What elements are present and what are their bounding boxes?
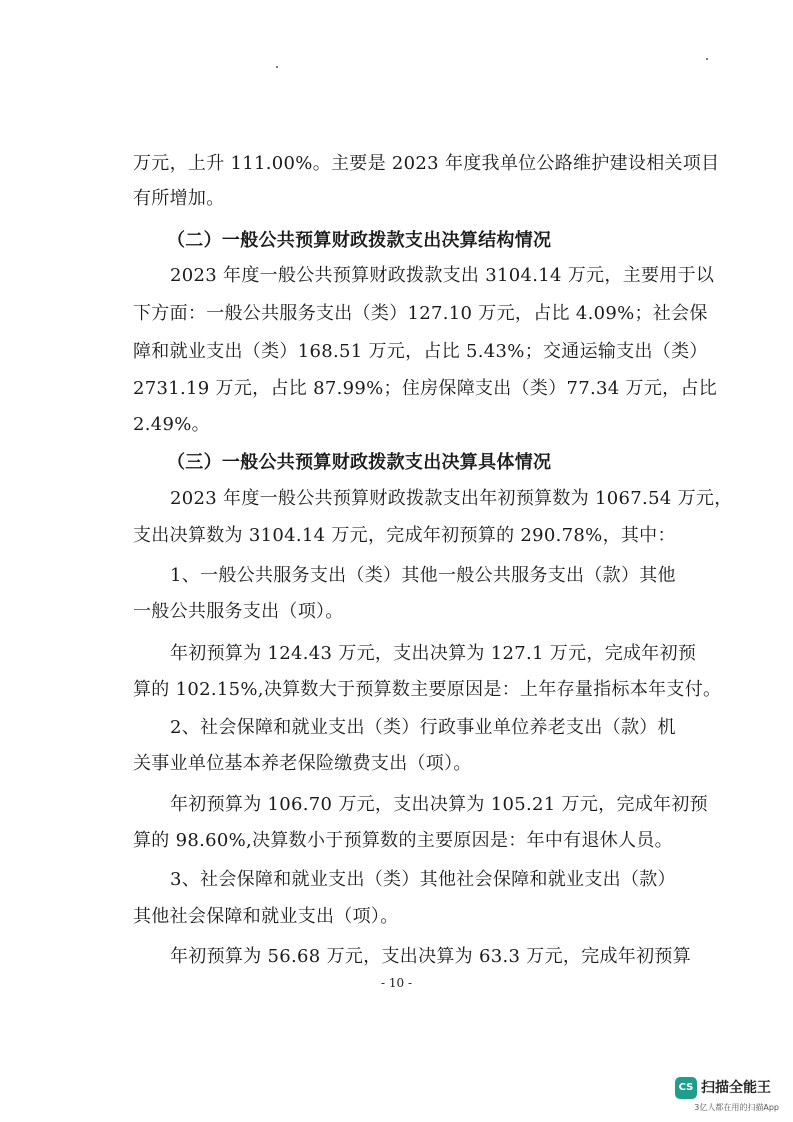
list-item-2: 2、社会保障和就业支出（类）行政事业单位养老支出（款）机 [170,717,676,738]
paragraph-line: 算的 102.15%,决算数大于预算数主要原因是：上年存量指标本年支付。 [133,679,722,700]
paragraph-line: 万元，上升 111.00%。主要是 2023 年度我单位公路维护建设相关项目 [133,153,720,174]
paragraph-line: 2.49%。 [133,414,210,435]
paragraph-line: 年初预算为 106.70 万元，支出决算为 105.21 万元，完成年初预 [170,794,708,815]
watermark-app-name: 扫描全能王 [701,1080,771,1096]
section-heading-3: （三）一般公共预算财政拨款支出决算具体情况 [167,452,552,473]
scan-speck [706,58,708,60]
paragraph-line: 年初预算为 124.43 万元，支出决算为 127.1 万元，完成年初预 [170,643,697,664]
scanner-watermark [673,1075,781,1115]
camscanner-logo-icon: CS [675,1077,697,1099]
paragraph-line: 关事业单位基本养老保险缴费支出（项）。 [133,753,472,774]
section-heading-2: （二）一般公共预算财政拨款支出决算结构情况 [167,230,552,251]
list-item-3: 3、社会保障和就业支出（类）其他社会保障和就业支出（款） [170,869,676,890]
paragraph-line: 2023 年度一般公共预算财政拨款支出年初预算数为 1067.54 万元， [170,488,733,509]
paragraph-line: 障和就业支出（类）168.51 万元，占比 5.43%；交通运输支出（类） [133,341,708,362]
paragraph-line: 2731.19 万元，占比 87.99%；住房保障支出（类）77.34 万元，占比 [133,378,718,399]
page-number: - 10 - [380,976,412,990]
paragraph-line: 年初预算为 56.68 万元，支出决算为 63.3 万元，完成年初预算 [170,946,691,967]
paragraph-line: 一般公共服务支出（项）。 [133,601,344,622]
paragraph-line: 支出决算数为 3104.14 万元，完成年初预算的 290.78%，其中： [133,525,676,546]
scan-speck [276,66,278,68]
paragraph-line: 其他社会保障和就业支出（项）。 [133,906,399,927]
paragraph-line: 算的 98.60%,决算数小于预算数的主要原因是：年中有退休人员。 [133,830,673,851]
watermark-tagline: 3亿人都在用的扫描App [694,1103,779,1112]
list-item-1: 1、一般公共服务支出（类）其他一般公共服务支出（款）其他 [170,565,676,586]
paragraph-line: 2023 年度一般公共预算财政拨款支出 3104.14 万元，主要用于以 [170,265,715,286]
paragraph-line: 有所增加。 [133,188,225,209]
paragraph-line: 下方面：一般公共服务支出（类）127.10 万元，占比 4.09%；社会保 [133,303,708,324]
